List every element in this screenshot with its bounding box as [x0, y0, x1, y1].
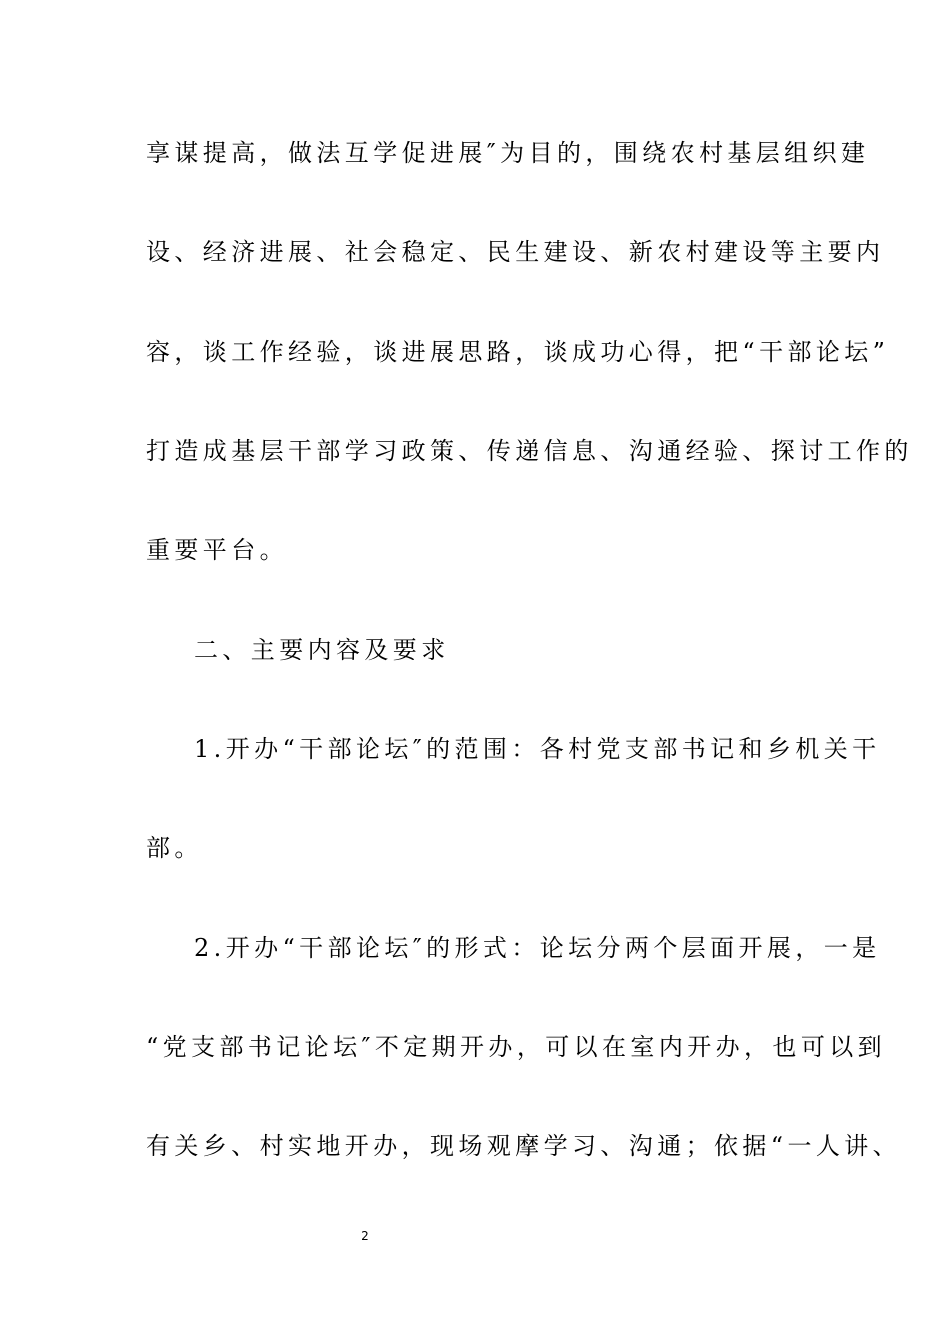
paragraph-line: 容，谈工作经验，谈进展思路，谈成功心得，把“干部论坛” [146, 338, 890, 366]
list-item-2-line: 有关乡、村实地开办，现场观摩学习、沟通；依据“一人讲、 [146, 1132, 902, 1160]
paragraph-line: 享谋提高，做法互学促进展″为目的，围绕农村基层组织建 [146, 139, 870, 167]
page-number: 2 [361, 1229, 369, 1243]
paragraph-line: 设、经济进展、社会稳定、民生建设、新农村建设等主要内 [146, 238, 885, 266]
list-item-2-line: “党支部书记论坛″不定期开办，可以在室内开办，也可以到 [146, 1033, 887, 1061]
list-item-1-line: 1.开办“干部论坛″的范围：各村党支部书记和乡机关干 [194, 735, 881, 763]
list-item-1-line: 部。 [146, 834, 203, 862]
paragraph-line: 打造成基层干部学习政策、传递信息、沟通经验、探讨工作的 [146, 437, 913, 465]
paragraph-line: 重要平台。 [146, 536, 288, 564]
list-item-2-line: 2.开办“干部论坛″的形式：论坛分两个层面开展，一是 [194, 934, 881, 962]
section-heading: 二、主要内容及要求 [194, 636, 450, 664]
